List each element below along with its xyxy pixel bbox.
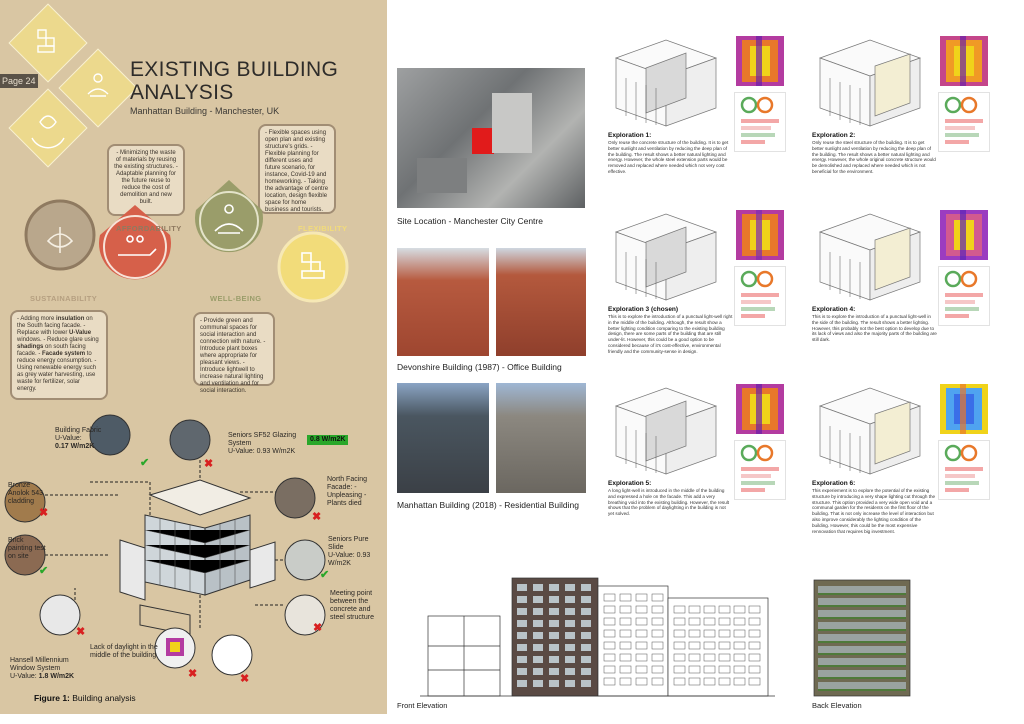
window (517, 596, 527, 603)
page-number: Page 24 (0, 74, 38, 88)
daylight-heatmap (734, 382, 786, 436)
note-wellbeing: - Provide green and communal spaces for social interaction and connection with nature. - Introduce plant boxes where appropriate for pleasant views. - Introduce lightwell to increase natural lighting and ventilation and for social interaction. (193, 312, 275, 386)
window (818, 682, 906, 689)
devonshire-photo-2 (496, 248, 586, 356)
axo-building (120, 480, 275, 635)
planter (818, 641, 906, 643)
planter (818, 653, 906, 655)
cross-icon: ✖ (76, 626, 86, 638)
meeting-point-label: Meeting point between the concrete and steel structure (330, 590, 374, 621)
back-windows (818, 586, 906, 691)
exploration-text: This is to explore the introduction of a punctual light-well right in the middle of the building. Although, the result show a better lighting condition comparing to the existing building design, there are some parts of the building that are still under-lit. However, this could be a good option to be considered because of it's cost-effective, environmental friendly and the community-sense in design. (608, 314, 733, 354)
window (533, 608, 543, 615)
window (818, 622, 906, 629)
note-flexibility: - Flexible spaces using open plan and existing structure's grids. - Flexible planning for different uses and future scenario, for instance, Covid-19 and homeworking. - Taking the advantage of centre location, design flexible space for home business and tourists. (258, 124, 336, 214)
exploration-title: Exploration 5: (608, 480, 652, 487)
daylight-heatmap (734, 208, 786, 262)
window (549, 620, 559, 627)
cross-icon: ✖ (39, 507, 49, 519)
results-card (734, 440, 786, 500)
exploration-card (606, 376, 806, 546)
window (581, 680, 591, 687)
check-icon: ✔ (320, 569, 330, 581)
exploration-card (810, 376, 1010, 546)
window (565, 632, 575, 639)
daylight-label: Lack of daylight in the middle of the building (90, 644, 158, 659)
daylight-heatmap (938, 34, 990, 88)
window (818, 586, 906, 593)
window (818, 646, 906, 653)
window (818, 670, 906, 677)
front-elevation-label: Front Elevation (397, 701, 448, 710)
exploration-card (606, 202, 806, 372)
daylight-heatmap (938, 208, 990, 262)
window (565, 608, 575, 615)
exploration-title: Exploration 2: (812, 132, 856, 139)
check-icon: ✔ (140, 457, 150, 469)
devonshire-photo-1 (397, 248, 489, 356)
label-affordability: AFFORDABILITY (116, 224, 182, 233)
cross-icon: ✖ (312, 511, 322, 523)
window (549, 668, 559, 675)
window (565, 644, 575, 651)
results-card (938, 266, 990, 326)
exploration-text: This is to explore the introduction of a punctual light-well in the side of the building. The result shows a better lighting. However, this probably not the best option to develop due to its lack of views and also the majority parts of the building are still dark. (812, 314, 937, 343)
window (549, 584, 559, 591)
results-card (734, 92, 786, 152)
page-title (130, 58, 338, 104)
planter (818, 617, 906, 619)
exploration-card (810, 202, 1010, 372)
cross-icon: ✖ (240, 673, 250, 685)
window (818, 634, 906, 641)
exploration-text: Only reuse the concrete structure of the building. It is to get better sunlight and ventilation by reducing the deep plan of the building. The result shows a better natural lighting and energy. However, the whole steel extension parts would be removed and replaced where needed which not very cost effective. (608, 140, 729, 174)
exploration-title: Exploration 3 (chosen) (608, 306, 679, 313)
window (517, 668, 527, 675)
label-sustainability: SUSTAINABILITY (30, 294, 98, 303)
window (533, 632, 543, 639)
window (565, 656, 575, 663)
window (581, 632, 591, 639)
label-wellbeing: WELL-BEING (210, 294, 262, 303)
exploration-card (606, 28, 806, 198)
window (533, 668, 543, 675)
exploration-text: This experiement is to explore the potential of the existing structure by introducing a very shape lighting cut through the structure. This option provided a very wide open void and a communal garden for the residents on the first floor of the building. That is not only increase the level of interaction but also improve considerably the lighting condition of the building. However, this could be the most expensive rennovation that requires big investment. (812, 488, 936, 534)
flexibility-droplet (195, 180, 263, 252)
window (533, 680, 543, 687)
window (818, 598, 906, 605)
planter (818, 665, 906, 667)
window (533, 596, 543, 603)
window (581, 620, 591, 627)
results-card (938, 92, 990, 152)
window (549, 644, 559, 651)
cross-icon: ✖ (188, 668, 198, 680)
manhattan-photo-2 (496, 383, 586, 493)
window (565, 668, 575, 675)
title-line-1: EXISTING BUILDING (130, 58, 339, 81)
hansell-photo (40, 595, 80, 635)
window (581, 584, 591, 591)
window (517, 680, 527, 687)
back-elevation-label: Back Elevation (812, 701, 862, 710)
cross-icon: ✖ (313, 622, 323, 634)
daylight-heatmap (734, 34, 786, 88)
exploration-axo (810, 202, 930, 302)
window (818, 610, 906, 617)
note-sustainability: - Adding more insulation on the South facing facade. - Replace with lower U-Value windows. - Reduce glare using shadings on south facing facade. - Facade system to reduce energy consumption. - Using renewable energy such as grey water harvesting, use waste for fertilizer, solar energy. (10, 310, 108, 400)
front-elevation-drawing (420, 568, 775, 698)
site-caption: Site Location - Manchester City Centre (397, 216, 543, 226)
results-card (938, 440, 990, 500)
planter (818, 689, 906, 691)
blocks-circle (279, 233, 347, 301)
chart-photo (212, 635, 252, 675)
bronze-label: Bronze Anolok 543 cladding (8, 482, 44, 505)
window (565, 620, 575, 627)
exploration-title: Exploration 6: (812, 480, 856, 487)
window (581, 596, 591, 603)
planter (818, 605, 906, 607)
title-line-2: ANALYSIS (130, 81, 234, 104)
window (581, 644, 591, 651)
exploration-axo (606, 28, 726, 128)
figure-caption: Figure 1: Building analysis (34, 693, 136, 703)
site-aerial-photo (397, 68, 585, 208)
window (565, 680, 575, 687)
label-flexibility: FLEXIBILITY (298, 224, 348, 233)
window (549, 680, 559, 687)
results-card (734, 266, 786, 326)
window (517, 608, 527, 615)
glazing-label: Seniors SF52 Glazing System U-Value: 0.93 W/m2K (228, 432, 297, 455)
window (533, 644, 543, 651)
window (565, 596, 575, 603)
north-facade-label: North Facing Facade: - Unpleasing - Plants died (327, 476, 368, 507)
note-affordability: - Minimizing the waste of materials by reusing the existing structures. - Adaptable planning for the future reuse to reduce the cost of demolition and new built. (107, 144, 185, 216)
window (581, 608, 591, 615)
window (533, 620, 543, 627)
leaf-icon (40, 116, 56, 128)
cross-icon: ✖ (204, 458, 214, 470)
manhattan-caption: Manhattan Building (2018) - Residential Building (397, 500, 579, 510)
window (549, 632, 559, 639)
window (549, 608, 559, 615)
window (533, 656, 543, 663)
window (517, 584, 527, 591)
window (581, 656, 591, 663)
glazing-target-badge: 0.8 W/m2K (307, 435, 348, 445)
meditation-icon (94, 74, 102, 82)
hansell-label: Hansell Millennium Window System U-Value: 1.8 W/m2K (10, 657, 75, 680)
fabric-label: Building Fabric U-Value: 0.17 W/m2K (55, 427, 102, 450)
glazing-photo (170, 420, 210, 460)
blocks-icon (38, 30, 46, 38)
pure-slide-photo (285, 540, 325, 580)
devonshire-caption: Devonshire Building (1987) - Office Building (397, 362, 562, 372)
page-subtitle: Manhattan Building - Manchester, UK (130, 106, 280, 116)
window (517, 620, 527, 627)
back-elevation-drawing (812, 578, 912, 698)
exploration-text: A long light-well is introduced in the middle of the building and expressed a hole on the facade. This add a very breathing void into the existing building. However, the result shows that the problem of daylighting in the building is not yet solved. (608, 488, 730, 517)
window (517, 632, 527, 639)
site-highlight (472, 128, 494, 154)
pure-slide-label: Seniors Pure Slide U-Value: 0.93 W/m2K (328, 536, 371, 567)
window (818, 658, 906, 665)
exploration-title: Exploration 4: (812, 306, 856, 313)
window (549, 596, 559, 603)
planter (818, 593, 906, 595)
exploration-axo (810, 376, 930, 476)
window (517, 644, 527, 651)
window (581, 668, 591, 675)
planter (818, 677, 906, 679)
exploration-card (810, 28, 1010, 198)
window (549, 656, 559, 663)
exploration-text: Only reuse the steel structure of the building. It is to get better sunlight and ventilation by reducing the deep plan of the building. The result shows a better natural lighting and energy. However, the whole original concrete structure would be demolished and replaced where needed which is not beneficial for the environment. (812, 140, 936, 174)
exploration-title: Exploration 1: (608, 132, 652, 139)
brick-label: Brick painting test on site (8, 537, 46, 560)
window (533, 584, 543, 591)
manhattan-photo-1 (397, 383, 489, 493)
north-facade-photo (275, 478, 315, 518)
planter (818, 629, 906, 631)
exploration-axo (606, 202, 726, 302)
exploration-axo (606, 376, 726, 476)
check-icon: ✔ (39, 565, 49, 577)
window (517, 656, 527, 663)
window (565, 584, 575, 591)
daylight-heatmap (938, 382, 990, 436)
exploration-axo (810, 28, 930, 128)
